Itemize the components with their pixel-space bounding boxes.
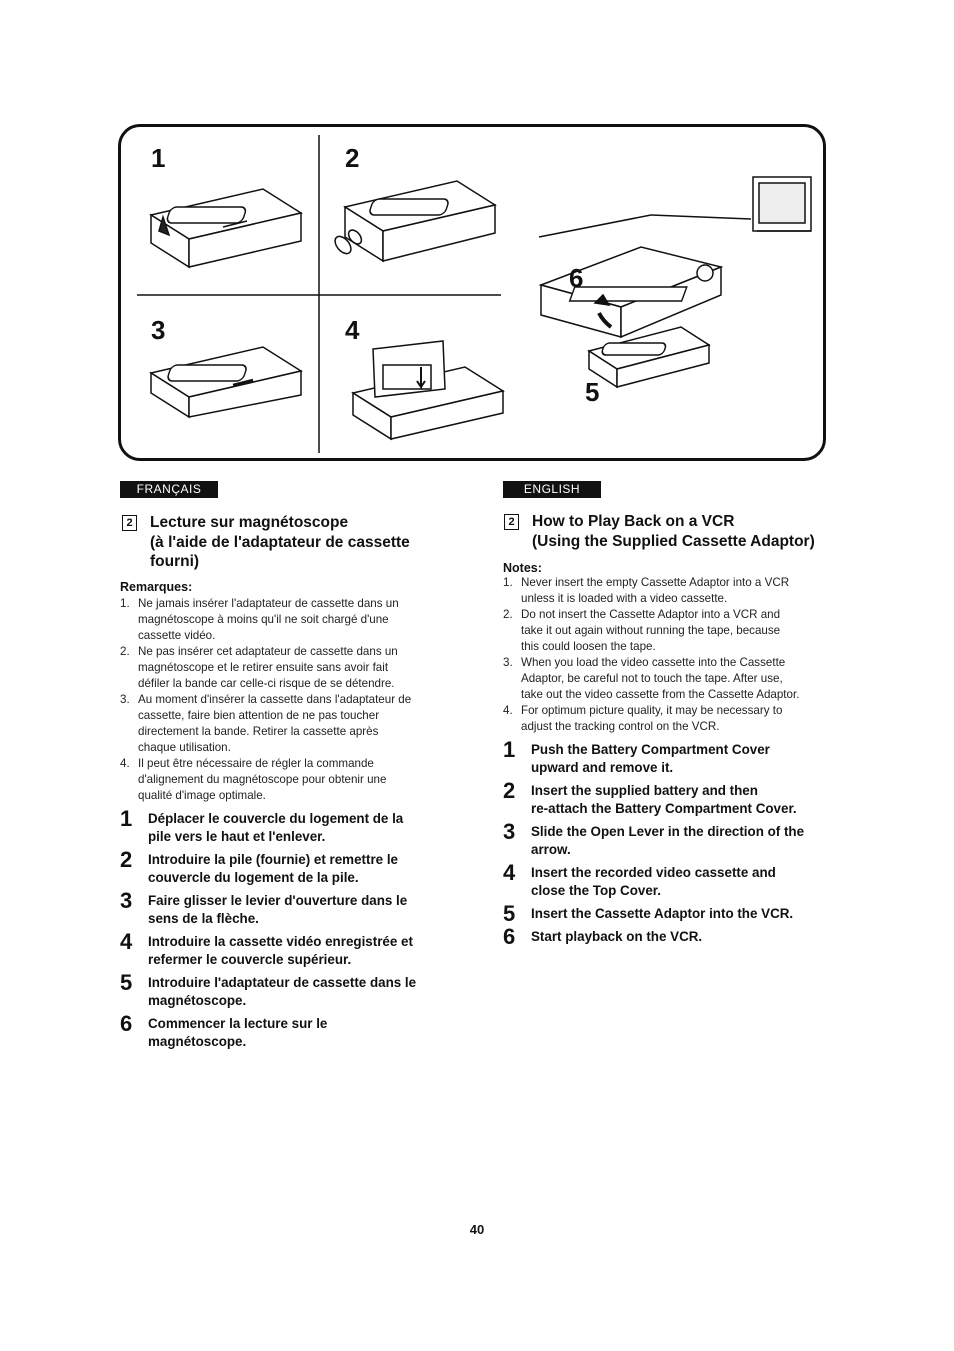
francais-heading: Lecture sur magnétoscope (à l'aide de l'adaptateur de cassette fourni): [150, 514, 410, 570]
step-item: 2 Insert the supplied battery and then re-attach the Battery Compartment Cover.: [503, 778, 797, 816]
step-item: 5 Insert the Cassette Adaptor into the VCR.: [503, 901, 794, 926]
cassette-panel-1: [151, 189, 301, 267]
panel-label-2: 2: [345, 143, 360, 173]
panel-label-3: 3: [151, 315, 166, 345]
cassette-adaptor-illustration: [121, 127, 823, 458]
cassette-near-vcr: [589, 327, 709, 387]
note-item: 4. For optimum picture quality, it may be necessary to adjust the tracking control on the VCR.: [503, 704, 783, 733]
note-item: 3. Au moment d'insérer la cassette dans l'adaptateur de cassette, faire bien attention de ne pas toucher directement la bande. Retirer la cassette après chaque utilisation.: [120, 693, 412, 754]
note-item: 3. When you load the video cassette into the Cassette Adaptor, be careful not to touch the tape. After use, take out the video cassette from the Cassette Adaptor.: [503, 656, 800, 701]
step-item: 2 Introduire la pile (fournie) et remettre le couvercle du logement de la pile.: [120, 847, 399, 885]
english-tag: ENGLISH: [503, 481, 601, 498]
francais-tag: FRANÇAIS: [120, 481, 218, 498]
step-item: 1 Push the Battery Compartment Cover upward and remove it.: [503, 737, 770, 775]
step-item: 3 Faire glisser le levier d'ouverture dans le sens de la flèche.: [120, 888, 408, 926]
step-item: 6 Commencer la lecture sur le magnétoscope.: [120, 1011, 328, 1049]
francais-notes: [120, 596, 450, 804]
tv-illustration: [753, 177, 811, 231]
note-item: 2. Ne pas insérer cet adaptateur de cassette dans un magnétoscope et le retirer ensuite sans avoir fait défiler la bande car celle-ci risque de se détendre.: [120, 645, 398, 690]
english-steps: [503, 737, 843, 951]
cassette-panel-4: [353, 341, 503, 439]
vcr-label-5: 5: [585, 377, 600, 407]
step-item: 5 Introduire l'adaptateur de cassette dans le magnétoscope.: [120, 970, 417, 1008]
panel-label-4: 4: [345, 315, 360, 345]
section-number-box: 2: [504, 514, 519, 530]
note-item: 1. Never insert the empty Cassette Adaptor into a VCR unless it is loaded with a video cassette.: [503, 576, 790, 605]
francais-steps: [120, 806, 450, 1056]
step-item: 4 Insert the recorded video cassette and close the Top Cover.: [503, 860, 776, 898]
illustration-frame: [118, 124, 826, 461]
english-notes-title: Notes:: [503, 561, 542, 575]
vcr-label-6: 6: [569, 263, 584, 293]
cassette-panel-2: [332, 181, 495, 261]
step-item: 4 Introduire la cassette vidéo enregistrée et refermer le couvercle supérieur.: [120, 929, 413, 967]
panel-label-1: 1: [151, 143, 166, 173]
note-item: 4. Il peut être nécessaire de régler la commande d'alignement du magnétoscope pour obtenir une qualité d'image optimale.: [120, 757, 387, 802]
step-item: 3 Slide the Open Lever in the direction of the arrow.: [503, 819, 805, 857]
francais-notes-title: Remarques:: [120, 580, 193, 594]
section-number-box: 2: [122, 515, 137, 531]
step-item: 1 Déplacer le couvercle du logement de la pile vers le haut et l'enlever.: [120, 806, 404, 844]
note-item: 2. Do not insert the Cassette Adaptor into a VCR and take it out again without running the tape, because this could loosen the tape.: [503, 608, 781, 653]
page-number: 40: [469, 1222, 485, 1237]
note-item: 1. Ne jamais insérer l'adaptateur de cassette dans un magnétoscope à moins qu'il ne soit chargé d'une cassette vidéo.: [120, 597, 399, 642]
cassette-panel-3: [151, 347, 301, 417]
english-heading: How to Play Back on a VCR (Using the Supplied Cassette Adaptor): [532, 513, 815, 550]
english-notes: [503, 575, 833, 735]
step-item: 6 Start playback on the VCR.: [503, 924, 703, 949]
